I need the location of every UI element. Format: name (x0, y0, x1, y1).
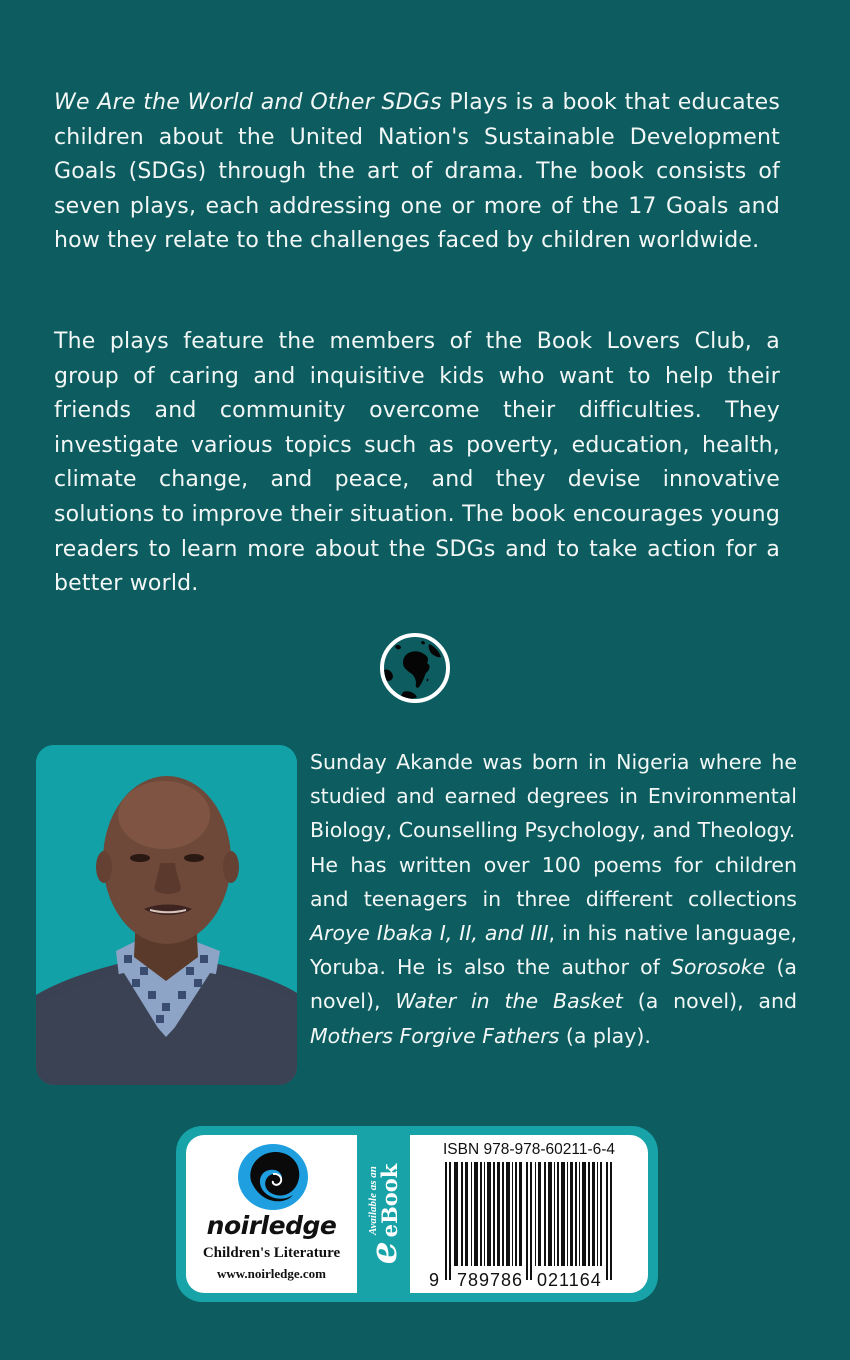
barcode-icon (427, 1162, 632, 1290)
work-title: Aroye Ibaka I, II, and III (310, 921, 549, 946)
publisher-website: www.noirledge.com (216, 1266, 327, 1281)
ebook-e-glyph: e (362, 1241, 405, 1265)
blurb-text-2: The plays feature the members of the Book Lovers Club, a group of caring and inquisitive kids who want to help their friends and community overcome their difficulties. They investigate various topics such as poverty, education, health, climate change, and peace, and they devise innovative solutions to improve their situation. The book encourages young readers to learn more about the SDGs and to take action for a better world. (54, 329, 780, 597)
ebook-label: eBook (376, 1163, 402, 1238)
work-title: Mothers Forgive Fathers (310, 1023, 560, 1048)
publisher-barcode-panel (176, 1126, 658, 1302)
publisher-block (186, 1135, 357, 1293)
blurb-paragraph-1 (54, 86, 780, 259)
svg-text:789786: 789786 (457, 1270, 524, 1290)
ebook-badge (357, 1135, 410, 1293)
blurb-text-1: Plays is a book that educates children about the United Nation's Sustainable Development Goals (SDGs) through the art of drama. The book consists of seven plays, each addressing one or more of the 17 Goals and how they relate to the challenges faced by children worldwide. (54, 90, 780, 254)
ebook-available-label: Available as an (366, 1166, 379, 1235)
work-title: Water in the Basket (395, 989, 623, 1014)
book-title: We Are the World and Other SDGs (54, 90, 442, 115)
bio-text: (a novel), (310, 955, 797, 1014)
globe-africa-icon (379, 632, 451, 704)
bio-text: (a play). (559, 1023, 651, 1048)
bio-paragraph-1: Sunday Akande was born in Nigeria where he studied and earned degrees in Environmental Biology, Counselling Psychology, and Theology. (310, 750, 797, 843)
author-photo (36, 745, 297, 1085)
isbn-label: ISBN 978-978-60211-6-4 (442, 1141, 616, 1158)
svg-text:021164: 021164 (537, 1270, 602, 1290)
publisher-imprint: Children's Literature (202, 1245, 341, 1261)
noirledge-swirl-icon (237, 1143, 309, 1211)
svg-text:9: 9 (429, 1270, 440, 1290)
blurb-paragraph-2 (54, 325, 780, 602)
barcode-block (410, 1135, 648, 1293)
publisher-name: noirledge (206, 1211, 337, 1240)
bio-text: He has written over 100 poems for children and teenagers in three different collections (310, 852, 797, 911)
author-bio (310, 745, 797, 1053)
bio-paragraph-2 (310, 848, 797, 1053)
bio-text: (a novel), and (622, 989, 798, 1014)
work-title: Sorosoke (671, 955, 766, 980)
bio-text: , in his native language, Yoruba. He is also the author of (310, 921, 797, 980)
